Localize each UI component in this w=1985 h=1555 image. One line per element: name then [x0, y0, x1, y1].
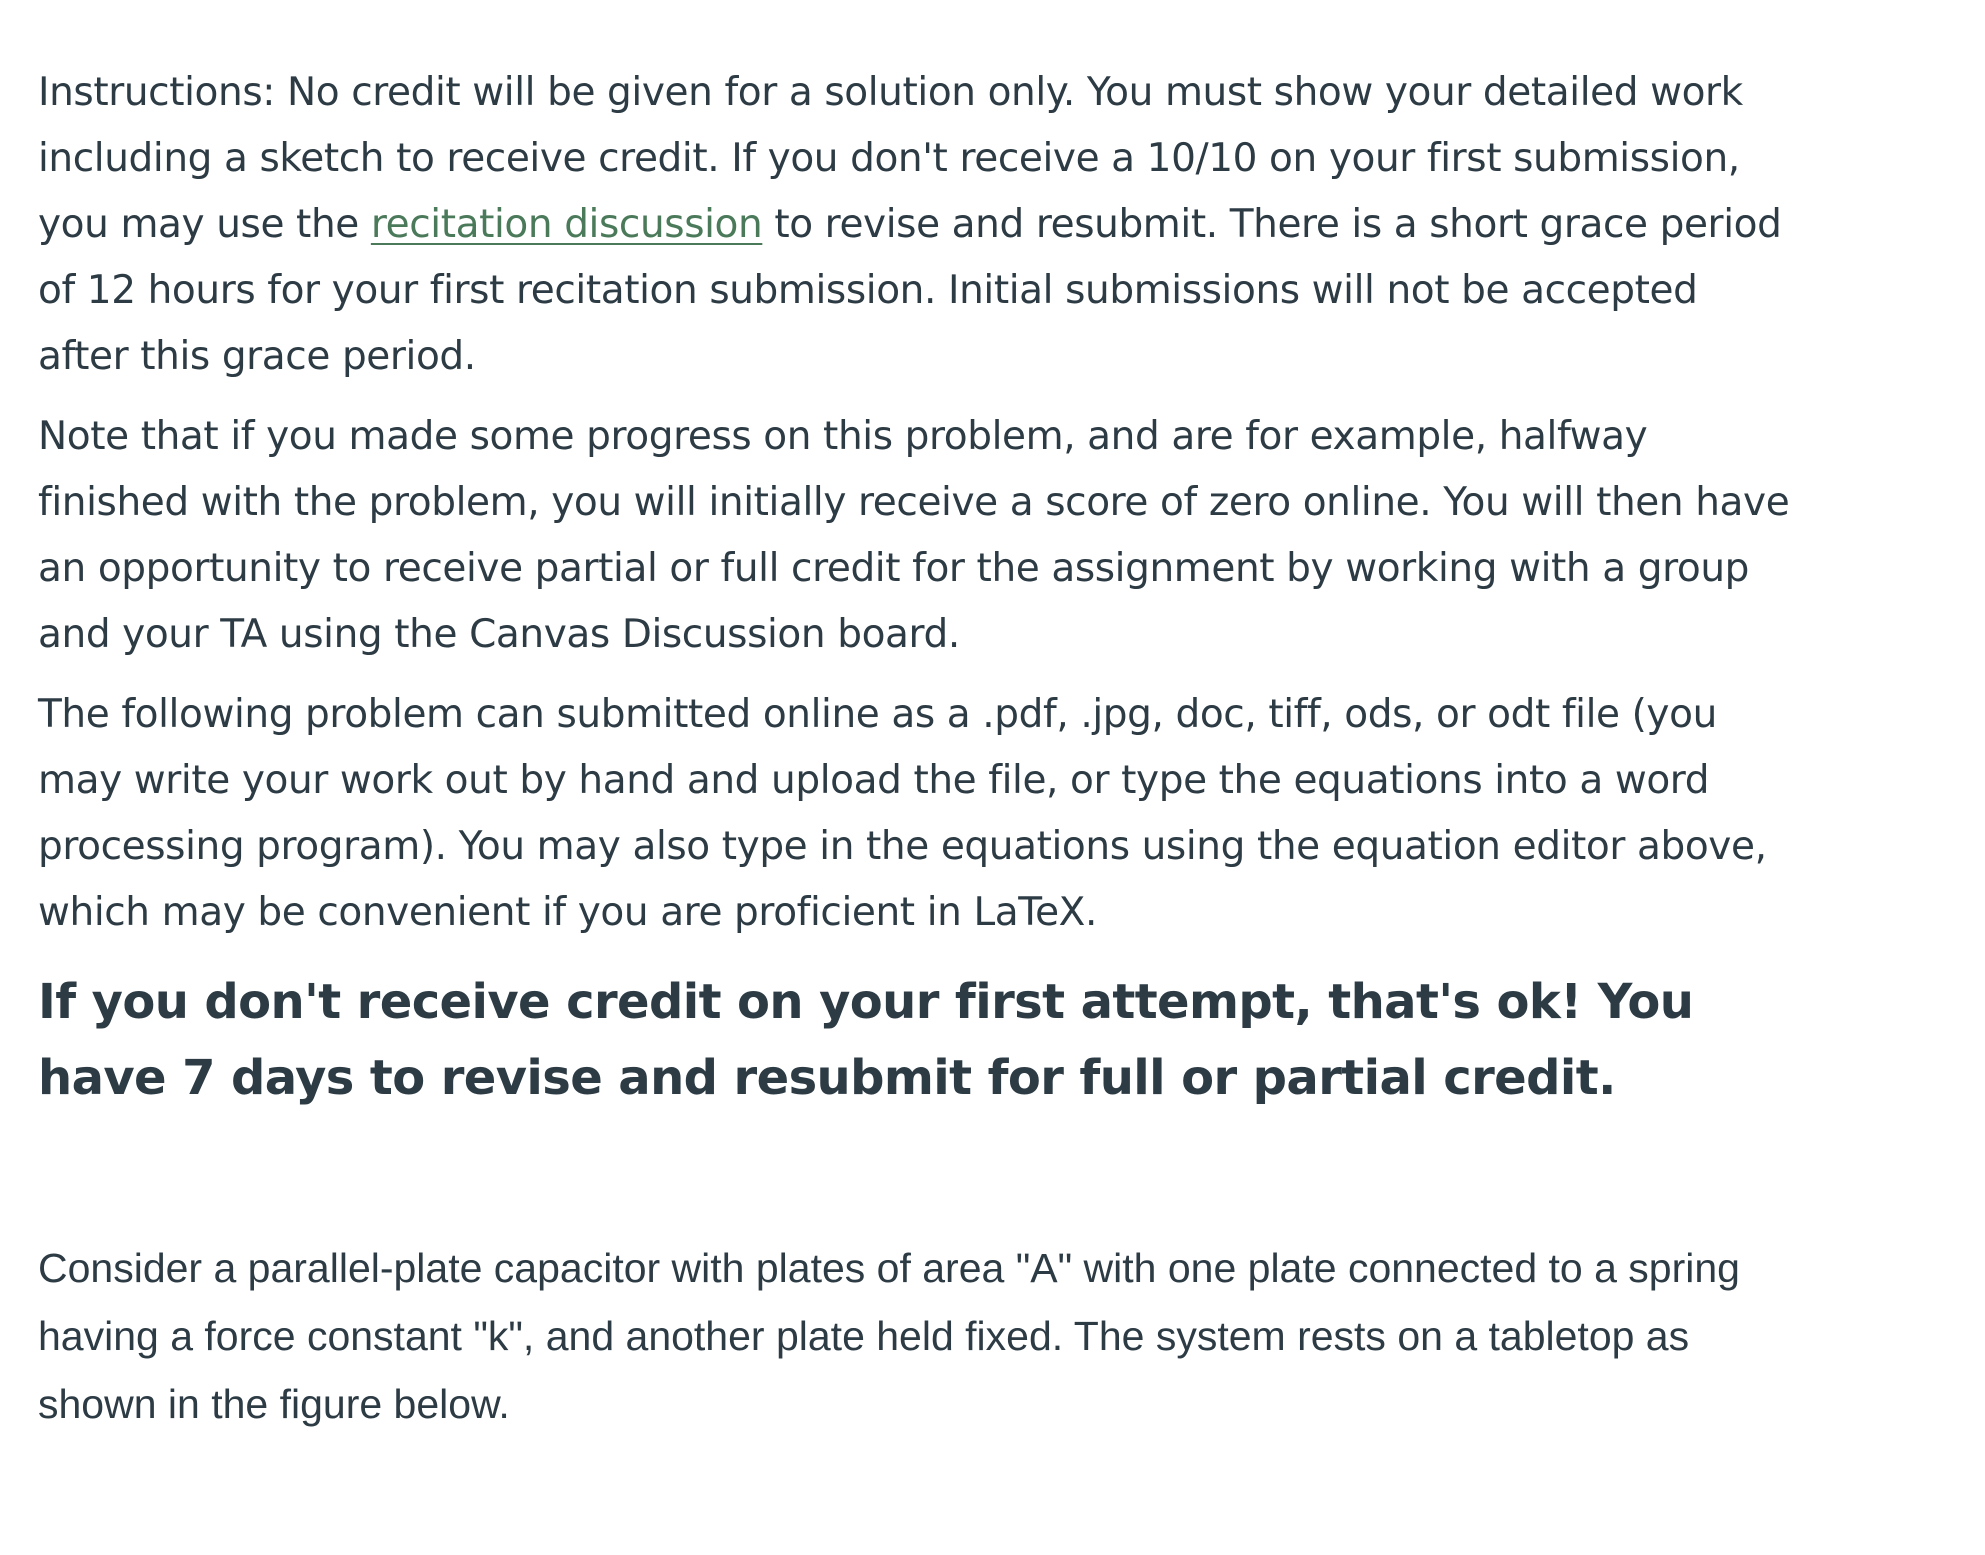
assignment-content: [38, 60, 1798, 1438]
note-paragraph: Note that if you made some progress on this problem, and are for example, halfway finished with the problem, you will initially receive a score of zero online. You will then have an opportunity to receive partial or full credit for the assignment by working with a group and your TA using the Canvas Discussion board.: [38, 414, 1790, 657]
instructions-text-before-link: Instructions: No credit will be given for a solution only. You must show your detailed work including a sketch to receive credit. If you don't receive a 10/10 on your first submission, you may use the: [38, 70, 1743, 247]
recitation-discussion-link[interactable]: recitation discussion: [370, 202, 763, 247]
section-spacer: [38, 1116, 1798, 1234]
problem-statement: Consider a parallel-plate capacitor with plates of area "A" with one plate connected to a spring having a force constant "k", and another plate held fixed. The system rests on a tabletop as shown in the figure below.: [38, 1245, 1740, 1427]
instructions-paragraph: [38, 60, 1798, 390]
submission-formats-paragraph: The following problem can submitted online as a .pdf, .jpg, doc, tiff, ods, or odt file (you may write your work out by hand and upload the file, or type the equations into a word processing program). You may also type in the equations using the equation editor above, which may be convenient if you are proficient in LaTeX.: [38, 692, 1767, 935]
encouragement-heading: If you don't receive credit on your first attempt, that's ok! You have 7 days to revise and resubmit for full or partial credit.: [38, 974, 1694, 1106]
instructions-text-after-link: to revise and resubmit. There is a short grace period of 12 hours for your first recitation submission. Initial submissions will not be accepted after this grace period.: [38, 202, 1782, 379]
